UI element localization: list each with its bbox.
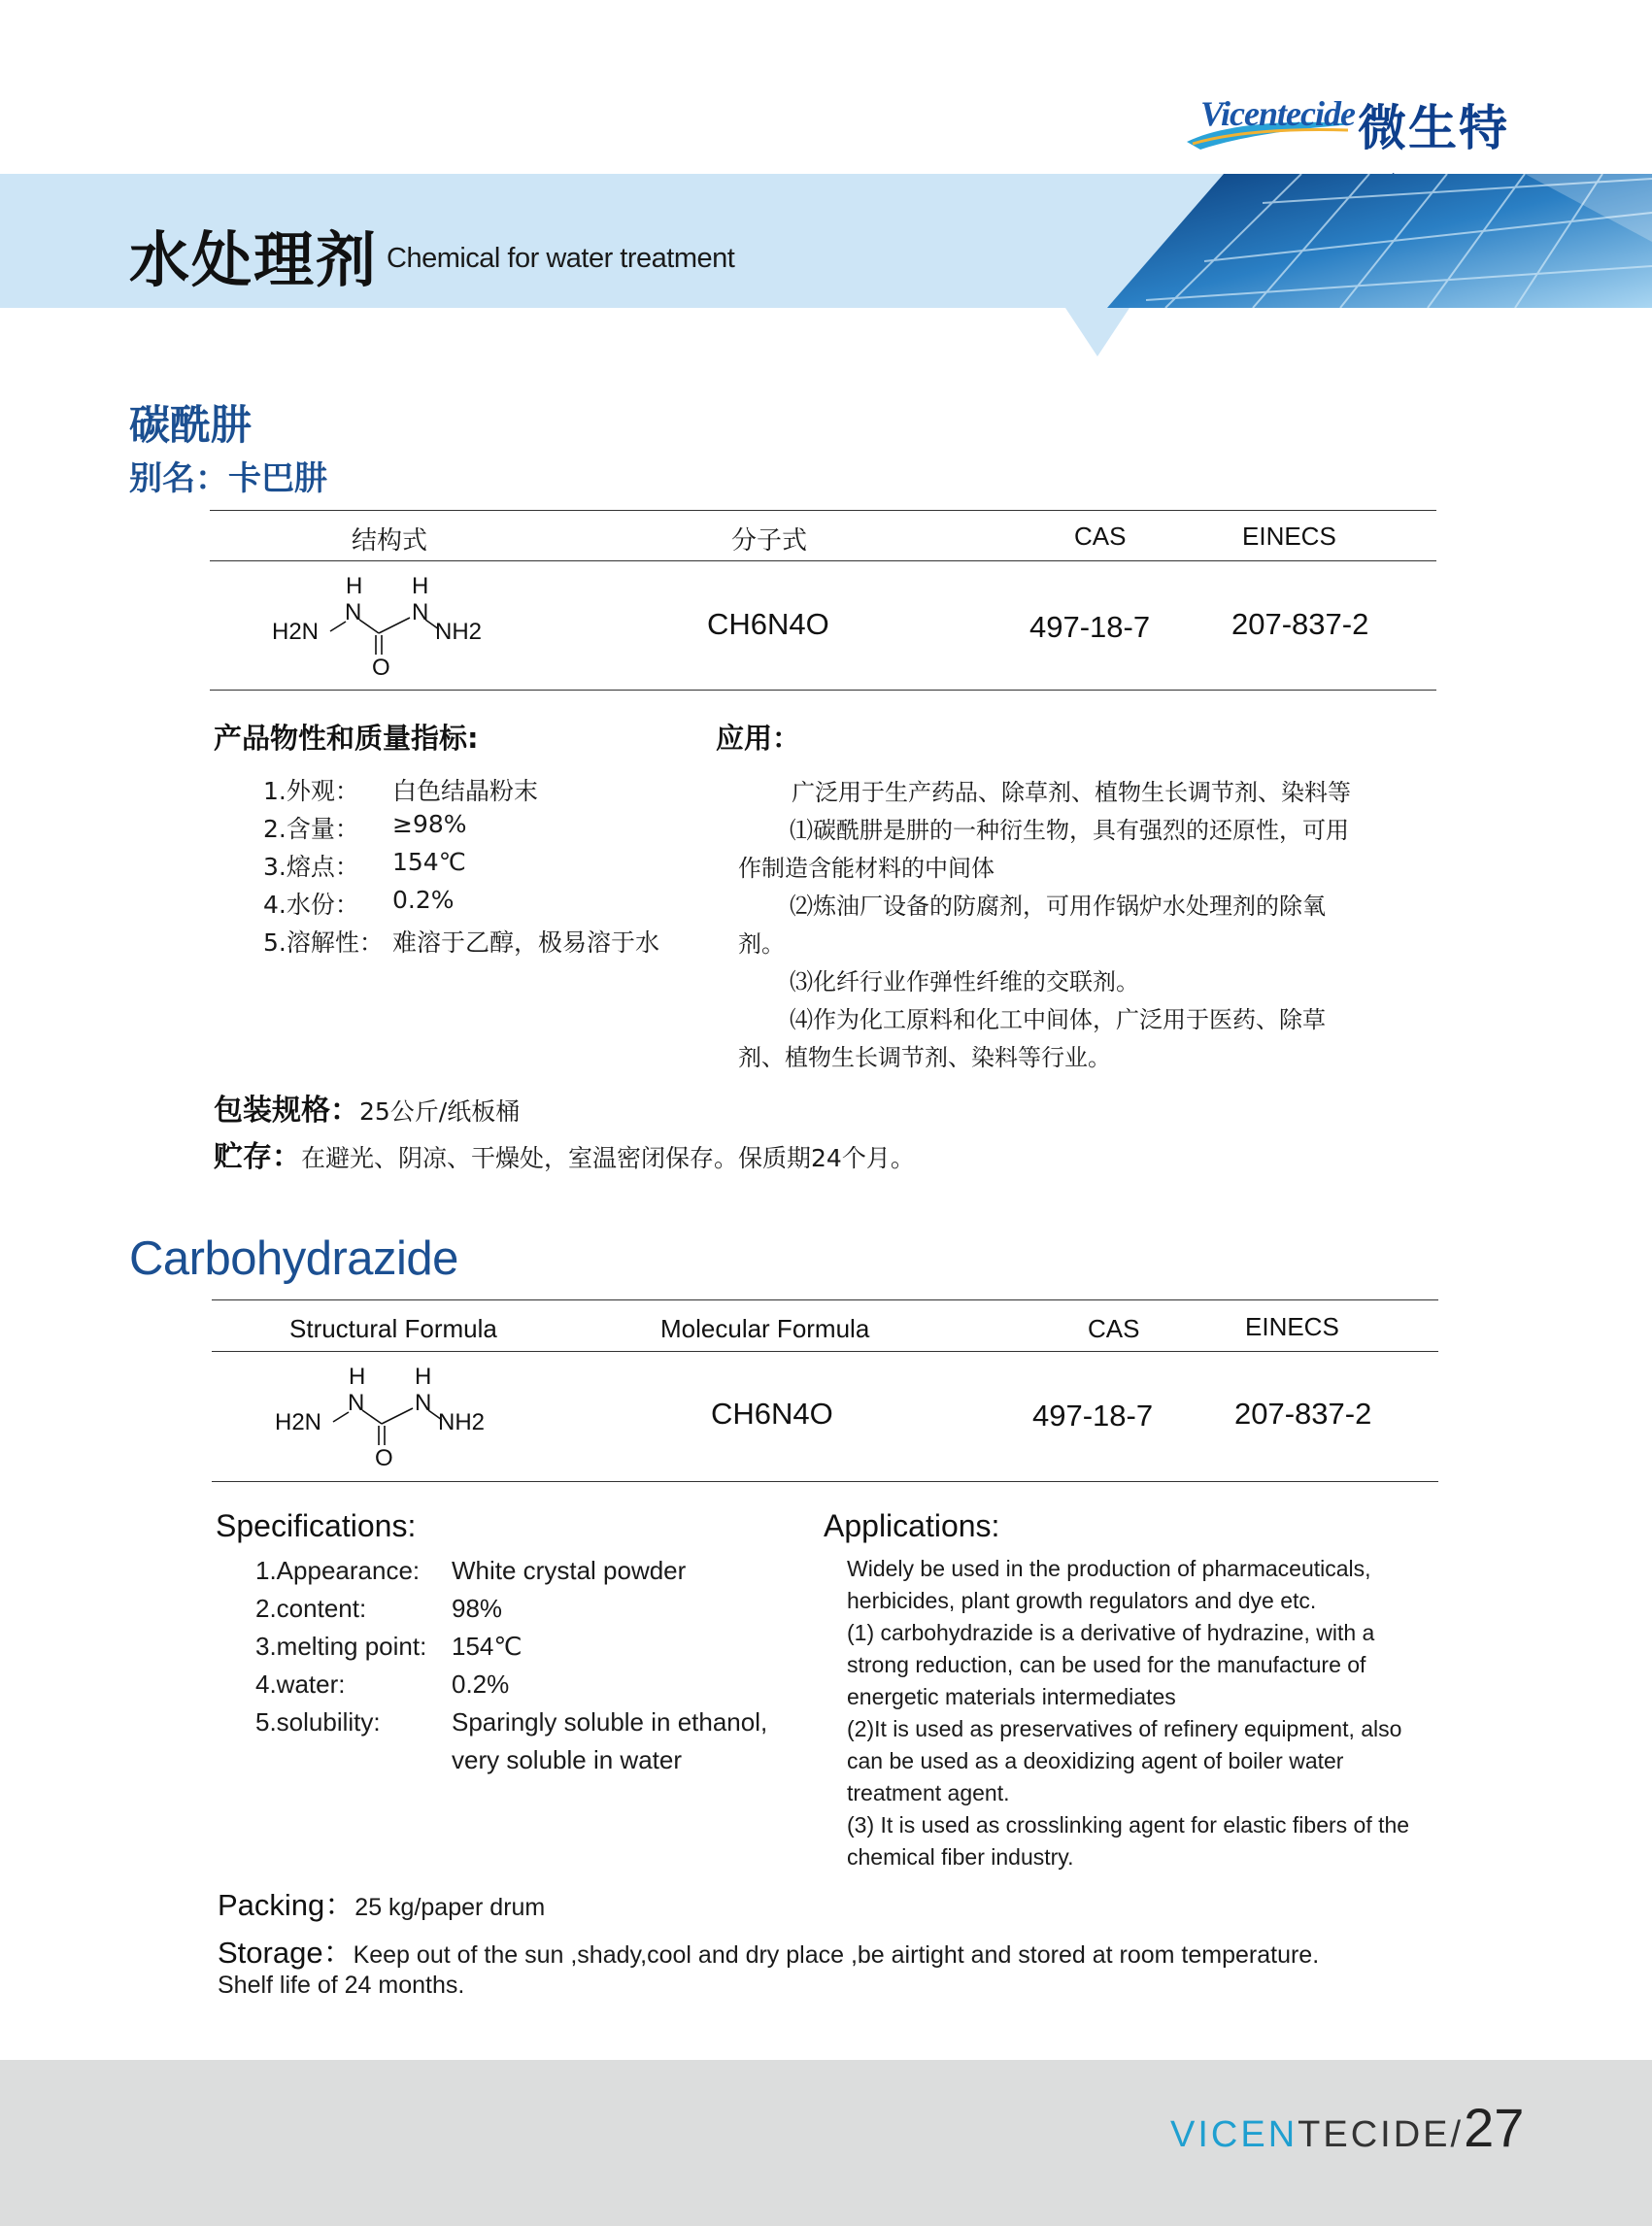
spec-label-3: 3.熔点： [263,853,359,881]
atom-nh2: NH2 [435,619,483,645]
table-header-cas: CAS [1074,522,1127,551]
application-line: ⑶化纤行业作弹性纤维的交联剂。 [790,968,1139,995]
spec-label-3: 3.melting point: [255,1632,427,1661]
footer-brand [1170,2096,1524,2159]
spec-label-4: 4.water: [255,1670,346,1699]
storage-chinese [214,1132,915,1175]
application-line: strong reduction, can be used for the manufacture of [847,1652,1366,1677]
spec-value-2: 98% [452,1594,503,1623]
molecular-formula-value: CH6N4O [711,1397,833,1431]
application-line: 广泛用于生产药品、除草剂、植物生长调节剂、染料等 [792,779,1351,806]
product-name-chinese: 碳酰肼 [129,401,253,449]
atom-n-left: N [348,1390,365,1416]
brand-logo [1183,85,1542,156]
spec-value-3: 154℃ [452,1632,523,1661]
footer-slash: / [1450,2114,1465,2155]
application-line: 剂。 [738,930,785,958]
atom-nh2: NH2 [438,1409,486,1435]
table-header-formula: Molecular Formula [660,1314,870,1343]
atom-n-right: N [415,1390,432,1416]
product-name-english: Carbohydrazide [129,1232,458,1285]
packing-value: 25公斤/纸板桶 [359,1097,521,1126]
application-line: (2)It is used as preservatives of refinery equipment, also [847,1716,1402,1741]
spec-label-5: 5.solubility: [255,1707,381,1737]
spec-value-5: 难溶于乙醇，极易溶于水 [392,928,660,957]
spec-label-2: 2.含量： [263,815,359,843]
atom-n-right: N [412,599,429,625]
atom-o: O [372,655,390,681]
storage-english [218,1928,1319,1972]
spec-value-1: White crystal powder [452,1556,687,1585]
packing-label: Packing： [218,1888,355,1922]
spec-label-1: 1.Appearance: [255,1556,421,1585]
storage-value: Keep out of the sun ,shady,cool and dry place ,be airtight and stored at room temperature. [353,1941,1320,1969]
storage-value: 在避光、阴凉、干燥处，室温密闭保存。保质期24个月。 [301,1144,915,1172]
atom-h2n: H2N [272,619,320,645]
page-number: 27 [1464,2097,1525,2158]
atom-h2n: H2N [275,1409,322,1435]
packing-english [218,1880,545,1924]
application-line: energetic materials intermediates [847,1684,1176,1709]
cas-value: 497-18-7 [1029,610,1151,644]
spec-label-4: 4.水份： [263,891,359,919]
storage-label: 贮存： [214,1140,301,1174]
table-header-structure: 结构式 [352,526,428,556]
application-line: Widely be used in the production of pharmaceuticals, [847,1556,1371,1581]
application-line: herbicides, plant growth regulators and dye etc. [847,1588,1317,1613]
spec-value-5-cont: very soluble in water [452,1745,682,1774]
header-band-notch [1065,308,1129,356]
applications-title-chinese: 应用： [716,722,801,755]
table-bottom-rule [210,690,1436,691]
spec-label-1: 1.外观： [263,777,359,805]
table-header-cas: CAS [1088,1314,1140,1343]
table-top-rule [212,1299,1438,1300]
specs-title-chinese: 产品物性和质量指标: [214,722,479,755]
applications-title-english: Applications: [824,1508,1000,1543]
structural-formula-diagram [272,573,515,685]
application-line: ⑴碳酰肼是肼的一种衍生物，具有强烈的还原性，可用 [790,817,1349,844]
application-line: 剂、植物生长调节剂、染料等行业。 [738,1044,1111,1071]
spec-value-4: 0.2% [452,1670,510,1699]
spec-value-5: Sparingly soluble in ethanol, [452,1707,768,1737]
spec-value-1: 白色结晶粉末 [392,777,539,805]
packing-chinese [214,1086,520,1129]
application-line: can be used as a deoxidizing agent of boiler water [847,1748,1344,1773]
application-line: treatment agent. [847,1780,1010,1805]
table-header-rule [212,1351,1438,1352]
table-top-rule [210,510,1436,511]
application-line: 作制造含能材料的中间体 [738,855,995,882]
logo-latin-text: Vicentecide [1200,94,1355,133]
packing-label: 包装规格： [214,1094,359,1128]
packing-value: 25 kg/paper drum [354,1894,546,1921]
spec-value-2: ≥98% [392,810,467,838]
einecs-value: 207-837-2 [1234,1397,1372,1431]
footer-brand-part-a: VICEN [1170,2114,1298,2155]
page-title-chinese: 水处理剂 [129,224,379,295]
spec-label-5: 5.溶解性： [263,928,384,957]
molecular-formula-value: CH6N4O [707,607,829,641]
storage-label: Storage： [218,1936,354,1970]
glass-building-image [1107,174,1652,308]
atom-h-right: H [415,1364,432,1390]
application-line: ⑷作为化工原料和化工中间体，广泛用于医药、除草 [790,1006,1326,1033]
table-header-structure: Structural Formula [289,1314,497,1343]
atom-o: O [375,1445,393,1471]
application-line: ⑵炼油厂设备的防腐剂，可用作锅炉水处理剂的除氧 [790,893,1326,920]
atom-h-left: H [349,1364,366,1390]
structural-formula-diagram [275,1364,518,1475]
atom-h-left: H [346,573,363,599]
application-line: (1) carbohydrazide is a derivative of hydrazine, with a [847,1620,1375,1645]
table-header-rule [210,560,1436,561]
spec-value-4: 0.2% [392,886,455,914]
page-title-english: Chemical for water treatment [387,243,735,274]
cas-value: 497-18-7 [1032,1399,1154,1433]
table-header-formula: 分子式 [731,526,808,556]
einecs-value: 207-837-2 [1231,607,1369,641]
application-line: (3) It is used as crosslinking agent for elastic fibers of the [847,1812,1410,1838]
specs-title-english: Specifications: [216,1508,417,1543]
storage-value-cont: Shelf life of 24 months. [218,1972,465,1999]
atom-n-left: N [345,599,362,625]
logo-chinese-text: 微生特 [1358,100,1509,156]
footer-brand-part-b: TECIDE [1298,2114,1451,2155]
spec-label-2: 2.content: [255,1594,367,1623]
application-line: chemical fiber industry. [847,1844,1074,1870]
atom-h-right: H [412,573,429,599]
spec-value-3: 154℃ [392,848,466,876]
table-header-einecs: EINECS [1245,1312,1339,1341]
product-alias-chinese: 别名：卡巴肼 [129,459,327,498]
table-bottom-rule [212,1481,1438,1482]
table-header-einecs: EINECS [1242,522,1336,551]
